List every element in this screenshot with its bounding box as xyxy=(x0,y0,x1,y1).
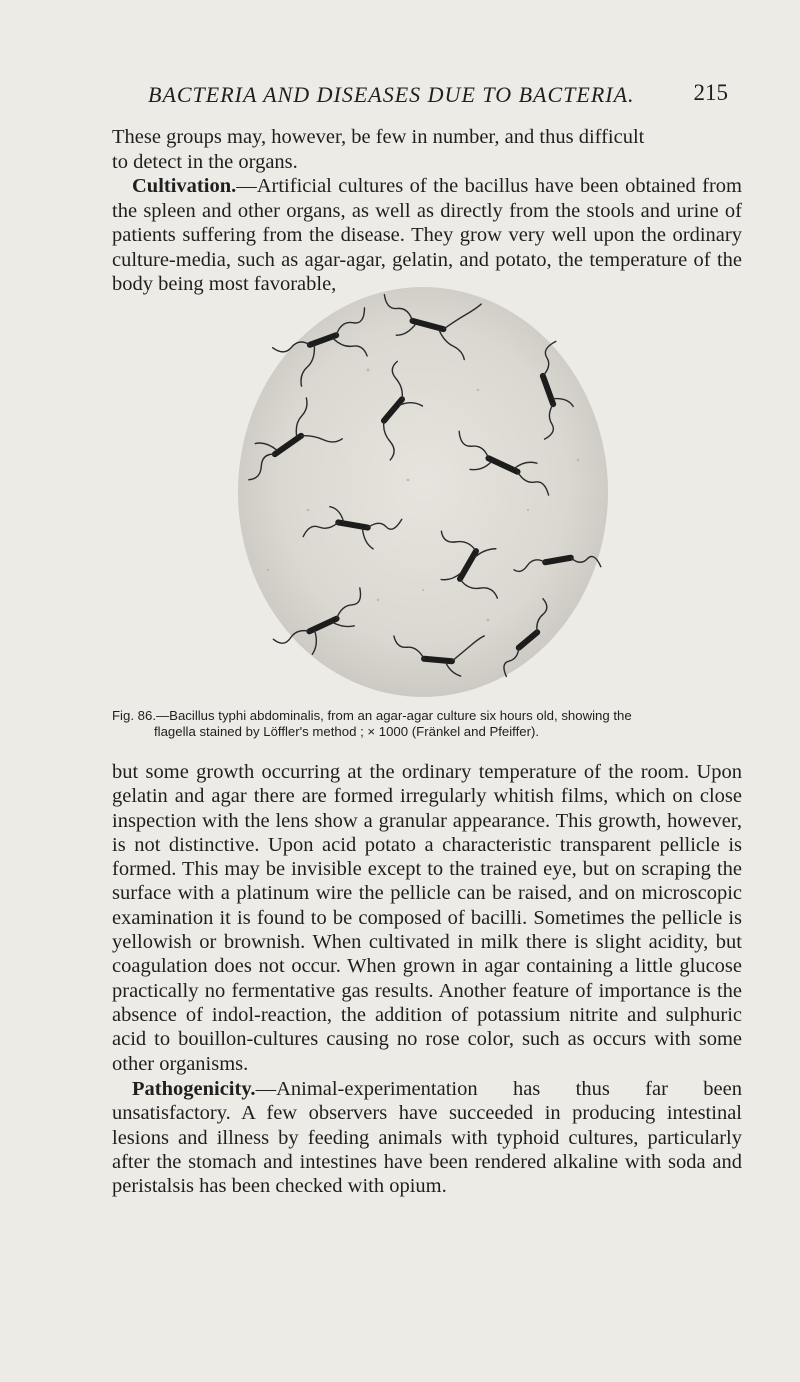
micrograph-field xyxy=(238,287,608,697)
cultivation-text: —Artificial cultures of the bacillus have been obtained from the spleen and other organs, as well as directly from the stools and urine of patients suffering from the disease. They grow very well upon the ordinary culture-media, such as agar-agar, gelatin, and potato, the temperature of the body being most favorable, xyxy=(112,175,742,295)
opening-paragraph xyxy=(112,125,742,297)
opening-line-2: to detect in the organs. xyxy=(112,150,298,173)
growth-paragraph: but some growth occurring at the ordinary temperature of the room. Upon gelatin and agar there are formed irregularly whitish films, which on close inspection with the lens show a granular appearance. This growth, however, is not distinctive. Upon acid potato a characteristic transparent pellicle is formed. This may be invisible except to the trained eye, but on scraping the surface with a platinum wire the pellicle can be raised, and on microscopic examination it is found to be composed of bacilli. Sometimes the pellicle is yellowish or brownish. When cultivated in milk there is slight acidity, but coagulation does not occur. When grown in agar containing a little glucose practically no fermentative gas results. Another feature of importance is the absence of indol-reaction, the addition of potassium nitrite and sulphuric acid to bouillon-cultures causing no rose color, such as occurs with some other organisms. xyxy=(112,761,742,1075)
figure-caption-first: —Bacillus typhi abdominalis, from an agar-agar culture six hours old, showing the xyxy=(155,708,632,723)
bacillus-micrograph-figure xyxy=(228,280,618,700)
figure-caption xyxy=(112,708,742,740)
opening-line-1: These groups may, however, be few in number, and thus difficult xyxy=(112,126,645,148)
pathogenicity-text: —Animal-experimentation has thus far been unsatisfactory. A few observers have succeeded in producing intestinal lesions and illness by feeding animals with typhoid cultures, particularly after the stomach and intestines have been rendered alkaline with soda and peristalsis has been checked with opium. xyxy=(112,1078,742,1198)
running-title: BACTERIA AND DISEASES DUE TO BACTERIA. xyxy=(148,82,635,107)
page-number: 215 xyxy=(693,80,728,105)
cultivation-heading: Cultivation. xyxy=(132,175,237,197)
figure-caption-second: flagella stained by Löffler's method ; × 1000 (Fränkel and Pfeiffer). xyxy=(154,724,540,739)
pathogenicity-paragraph xyxy=(112,1077,742,1198)
pathogenicity-heading: Pathogenicity. xyxy=(132,1078,256,1100)
figure-label: Fig. 86. xyxy=(112,708,156,723)
running-head xyxy=(148,82,728,112)
cultivation-paragraph xyxy=(112,174,742,297)
